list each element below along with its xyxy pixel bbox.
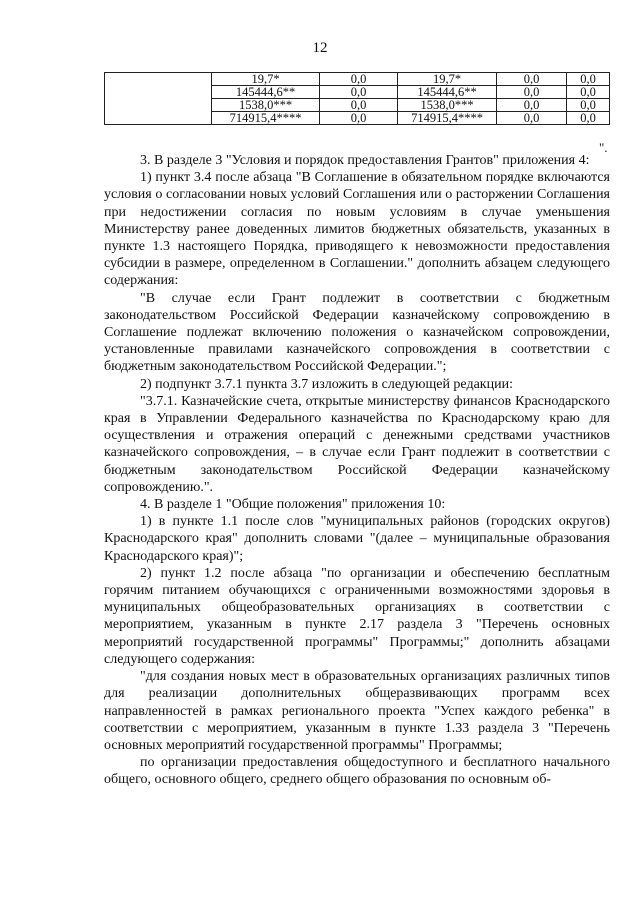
table-cell: 0,0 <box>497 86 567 99</box>
paragraph: "для создания новых мест в образовательных организациях различных типов для реализации дополнительных общеразвивающих программ всех направленностей в рамках регионального проекта "Успех каждого ребенка" в соответствии с мероприятием, указанным в пункте 1.33 раздела 3 "Перечень основных мероприятий государственной программы" Программы; <box>104 669 610 753</box>
table-cell: 0,0 <box>320 112 398 125</box>
paragraph: 4. В разделе 1 "Общие положения" приложения 10: <box>140 497 446 513</box>
paragraph: "В случае если Грант подлежит в соответствии с бюджетным законодательством Российской Федерации казначейскому сопровождению в Соглашение подлежат включению положения о казначейском сопровождении, установленные правилами казначейского сопровождения в соответствии с бюджетным законодательством Российской Федерации."; <box>104 290 610 375</box>
table-cell: 714915,4**** <box>212 112 320 125</box>
paragraph: 1) в пункте 1.1 после слов "муниципальных районов (городских округов) Краснодарского края" дополнить словами "(далее – муниципальные образования Краснодарского края)"; <box>104 514 610 564</box>
table-cell: 0,0 <box>497 112 567 125</box>
table-cell-empty <box>105 73 212 125</box>
table-closing-mark: ". <box>599 140 608 155</box>
paragraph: 2) пункт 1.2 после абзаца "по организации и обеспечению бесплатным горячим питанием обучающихся с ограниченными возможностями здоровья в муниципальных общеобразовательных организациях в соответствии с мероприятием, указанным в пункте 2.17 раздела 3 "Перечень основных мероприятий государственной программы" Программы;" дополнить абзацами следующего содержания: <box>104 565 610 667</box>
table-row <box>105 73 610 86</box>
paragraph: 3. В разделе 3 "Условия и порядок предоставления Грантов" приложения 4: <box>140 153 590 168</box>
table-cell: 0,0 <box>320 73 398 86</box>
table-cell: 0,0 <box>497 99 567 112</box>
table-cell: 0,0 <box>567 112 610 125</box>
table-cell: 145444,6** <box>212 86 320 99</box>
table-cell: 714915,4**** <box>398 112 497 125</box>
paragraph: 2) подпункт 3.7.1 пункта 3.7 изложить в следующей редакции: <box>140 376 513 392</box>
paragraph: "3.7.1. Казначейские счета, открытые министерству финансов Краснодарского края в Управлении Федерального казначейства по Краснодарскому краю для осуществления и отражения операций с денежными средствами участников казначейского сопровождения, – в случае если Грант подлежит в соответствии с бюджетным законодательством Российской Федерации казначейскому сопровождению.". <box>104 393 610 495</box>
document-body <box>104 152 610 789</box>
page-number: 12 <box>312 40 328 56</box>
table-cell: 1538,0*** <box>398 99 497 112</box>
table-cell: 19,7* <box>212 73 320 86</box>
table-cell: 19,7* <box>398 73 497 86</box>
table-cell: 0,0 <box>567 86 610 99</box>
financing-table <box>104 72 610 125</box>
paragraph: 1) пункт 3.4 после абзаца "В Соглашение в обязательном порядке включаются условия о согласовании новых условий Соглашения или о расторжении Соглашения при недостижении согласия по новым условиям в случае уменьшения Министерству ранее доведенных лимитов бюджетных обязательств, указанных в пункте 1.3 настоящего Порядка, приводящего к невозможности предоставления субсидии в размере, определенном в Соглашении." дополнить абзацем следующего содержания: <box>104 170 610 289</box>
table-cell: 0,0 <box>567 99 610 112</box>
table-cell: 145444,6** <box>398 86 497 99</box>
table-cell: 0,0 <box>497 73 567 86</box>
table-cell: 0,0 <box>567 73 610 86</box>
paragraph: по организации предоставления общедоступного и бесплатного начального общего, основного общего, среднего общего образования по основным об- <box>104 755 610 788</box>
table-cell: 0,0 <box>320 99 398 112</box>
table-cell: 0,0 <box>320 86 398 99</box>
table-cell: 1538,0*** <box>212 99 320 112</box>
